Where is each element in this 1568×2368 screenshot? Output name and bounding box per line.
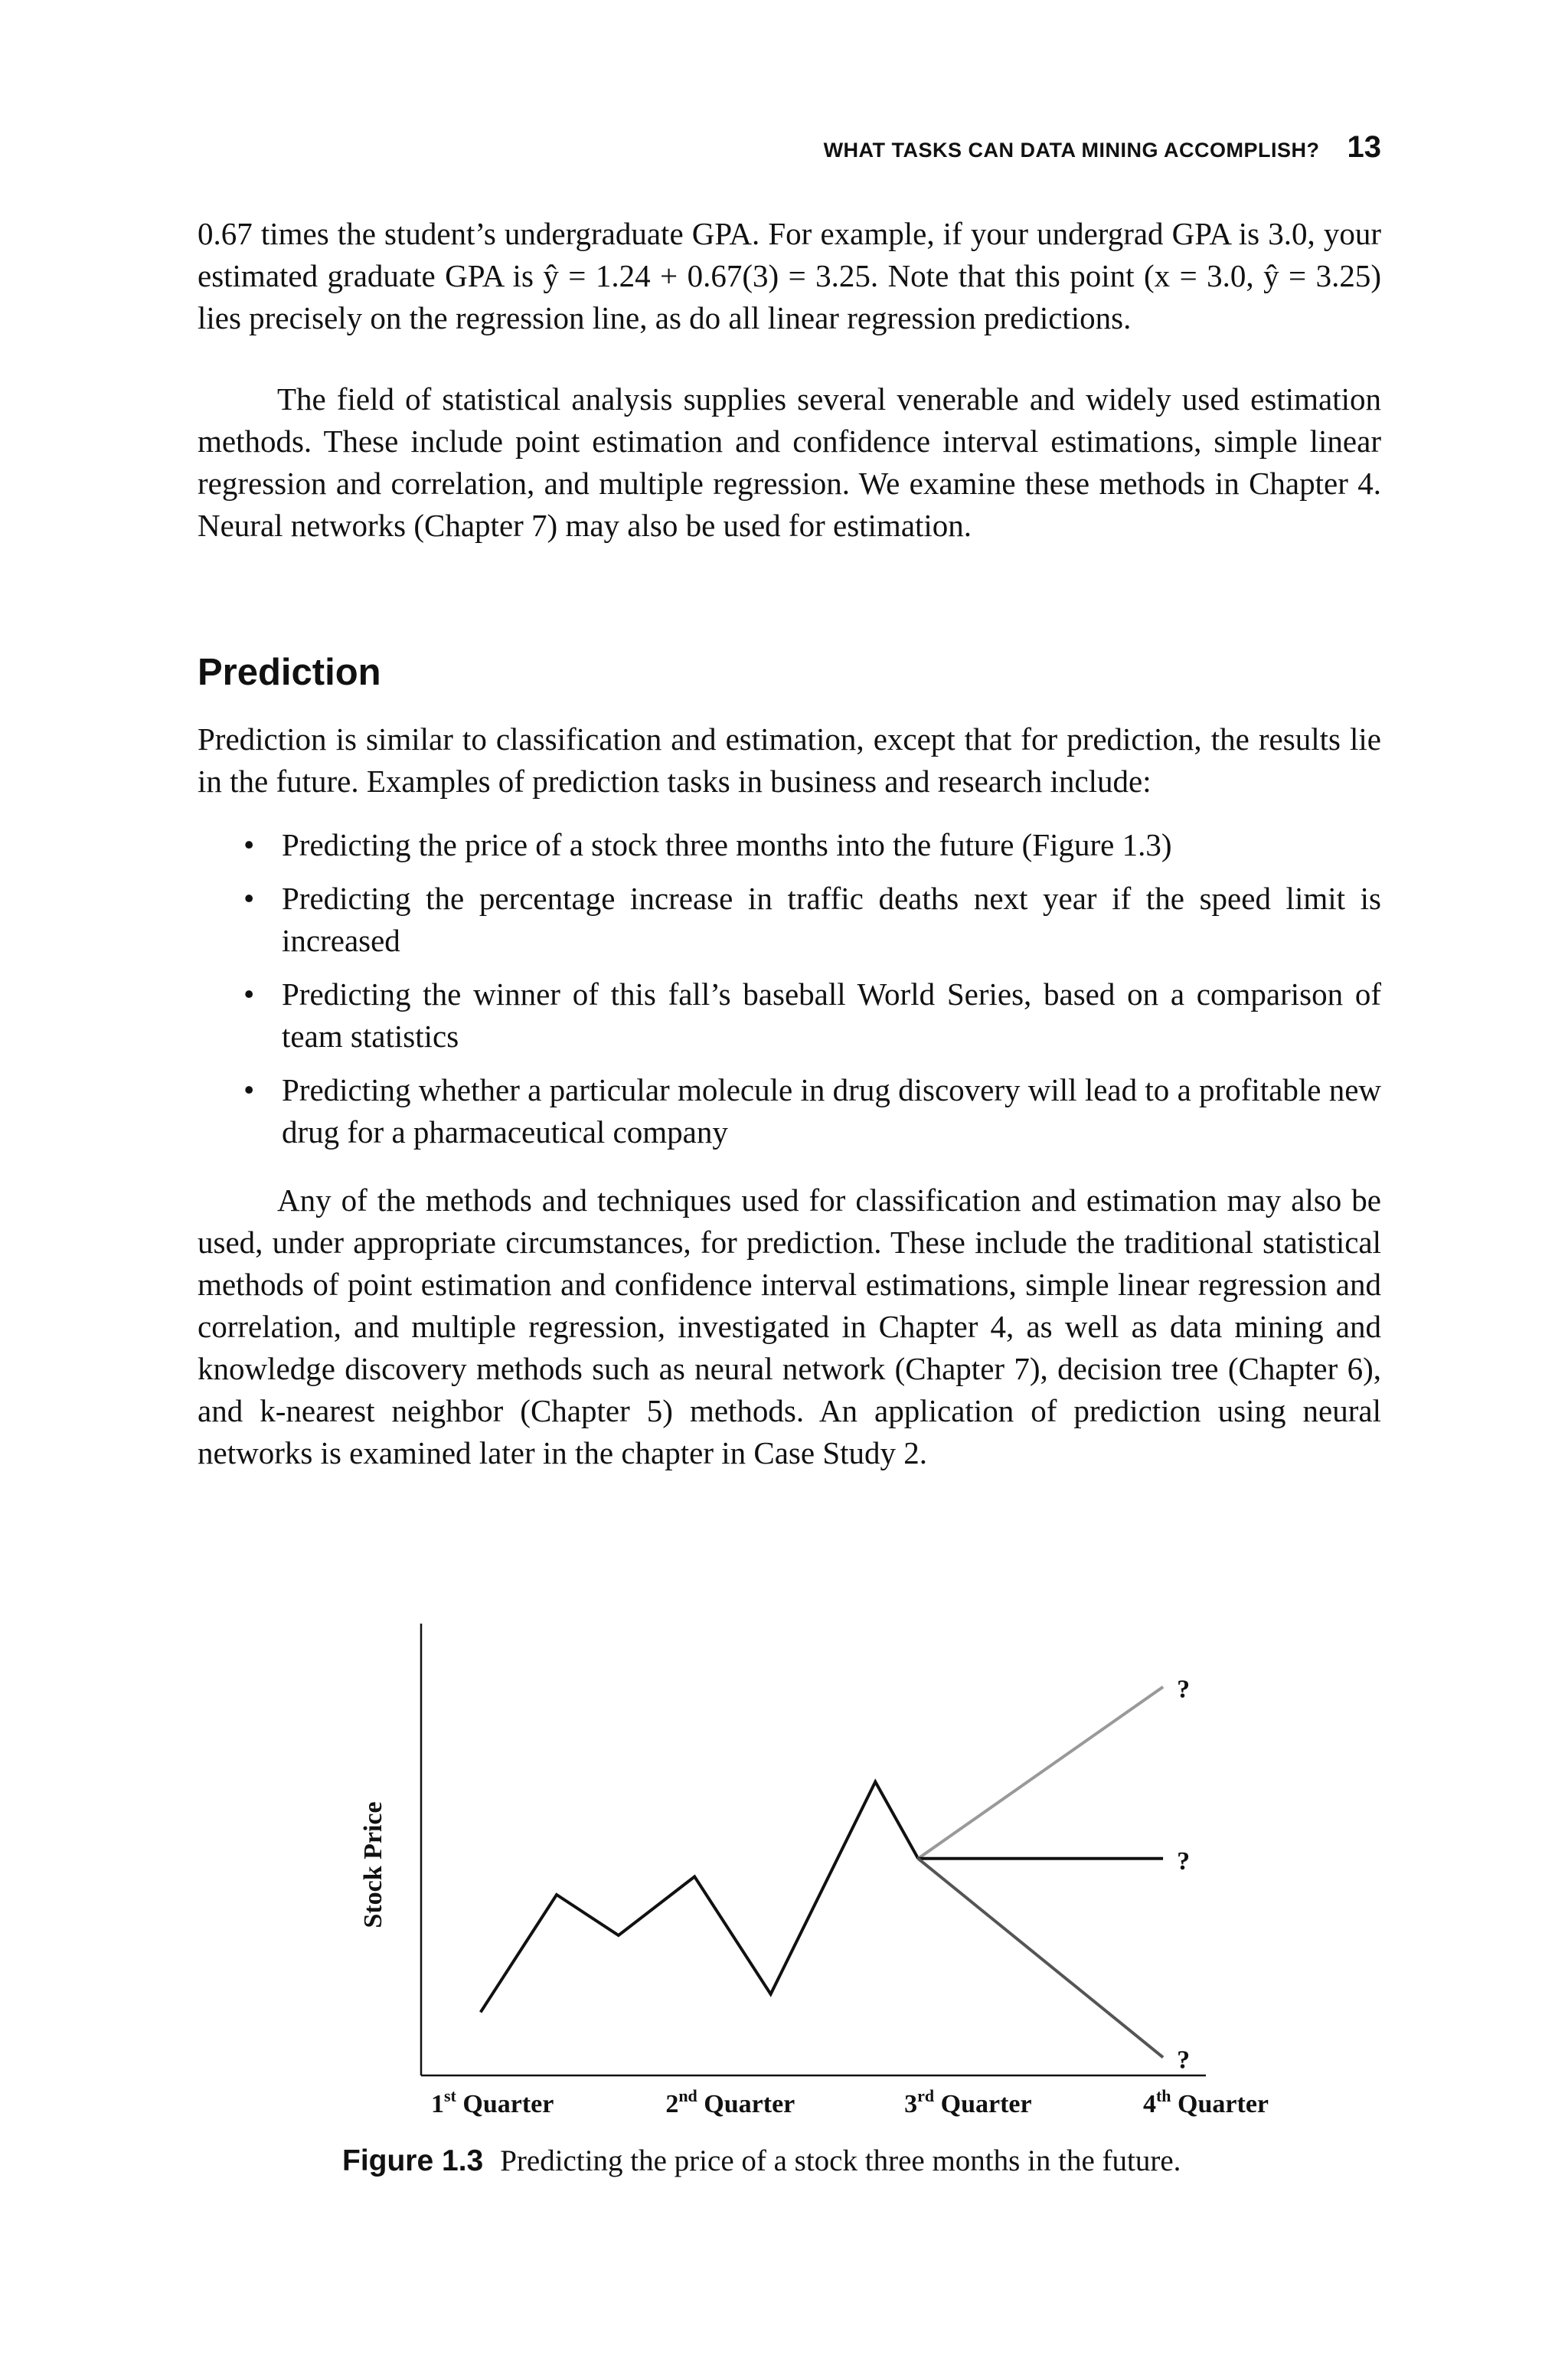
bullet-glyph: • [243, 976, 255, 1012]
projection-question-mark: ? [1177, 1846, 1191, 1876]
page-number: 13 [1347, 130, 1381, 164]
bullet-glyph: • [243, 827, 255, 862]
chart [359, 1593, 1269, 2144]
x-tick-label: 3rd Quarter [904, 2086, 1032, 2118]
x-tick-label: 1st Quarter [431, 2086, 554, 2118]
figure-label: Figure 1.3 [342, 2144, 484, 2177]
paragraph-estimation-methods [198, 378, 1381, 547]
projection-line-down [918, 1859, 1163, 2058]
projection-question-mark: ? [1177, 2046, 1191, 2075]
projection-line-up [918, 1687, 1163, 1859]
paragraph-continued [198, 213, 1381, 339]
x-tick-label: 2nd Quarter [665, 2086, 795, 2118]
figure-caption [342, 2142, 1181, 2180]
figure-stock-price-chart [359, 1593, 1269, 2144]
paragraph-prediction-intro [198, 718, 1381, 803]
running-head [824, 130, 1381, 168]
chart-labels [359, 1676, 1269, 2118]
paragraph-4: Any of the methods and techniques used for classification and estimation may also be used, under appropriate circumstances, for prediction. These include the traditional statistical methods of point estimation and confidence interval estimations, simple linear regression and correlation, and multiple regression, investigated in Chapter 4, as well as data mining and knowledge discovery methods such as neural network (Chapter 7), decision tree (Chapter 6), and k-nearest neighbor (Chapter 5) methods. An application of prediction using neural networks is examined later in the chapter in Case Study 2. [198, 1182, 1381, 1470]
chart-lines [481, 1687, 1164, 2058]
list-item [243, 878, 1381, 962]
paragraph-3: Prediction is similar to classification and estimation, except that for prediction, the results lie in the future. Examples of prediction tasks in business and research include: [198, 721, 1381, 799]
x-tick-label: 4th Quarter [1142, 2086, 1269, 2118]
list-item-text: Predicting the winner of this fall’s baseball World Series, based on a comparison of team statistics [282, 976, 1381, 1054]
bullet-glyph: • [243, 1072, 255, 1107]
paragraph-2: The field of statistical analysis supplies several venerable and widely used estimation methods. These include point estimation and confidence interval estimations, simple linear regression and correlation, and multiple regression. We examine these methods in Chapter 4. Neural networks (Chapter 7) may also be used for estimation. [198, 381, 1381, 543]
list-item-text: Predicting the price of a stock three months into the future (Figure 1.3) [282, 827, 1172, 862]
list-item [243, 973, 1381, 1058]
list-item-text: Predicting whether a particular molecule in drug discovery will lead to a profitable new drug for a pharmaceutical company [282, 1072, 1381, 1150]
bullet-glyph: • [243, 881, 255, 916]
prediction-examples-list [243, 824, 1381, 1165]
paragraph-prediction-methods [198, 1179, 1381, 1474]
list-item-text: Predicting the percentage increase in traffic deaths next year if the speed limit is increased [282, 881, 1381, 958]
list-item [243, 824, 1381, 866]
list-item [243, 1069, 1381, 1153]
stock-price-line [481, 1782, 918, 2013]
paragraph-1: 0.67 times the student’s undergraduate GPA. For example, if your undergrad GPA is 3.0, your estimated graduate GPA is ŷ = 1.24 + 0.67(3) = 3.25. Note that this point (x = 3.0, ŷ = 3.25) lies precisely on the regression line, as do all linear regression predictions. [198, 216, 1381, 335]
y-axis-label: Stock Price [359, 1801, 387, 1928]
section-heading: Prediction [198, 652, 381, 693]
running-head-title: WHAT TASKS CAN DATA MINING ACCOMPLISH? [823, 139, 1320, 162]
chart-axes [421, 1624, 1206, 2075]
projection-question-mark: ? [1177, 1675, 1191, 1704]
figure-caption-text: Predicting the price of a stock three months in the future. [500, 2144, 1181, 2177]
